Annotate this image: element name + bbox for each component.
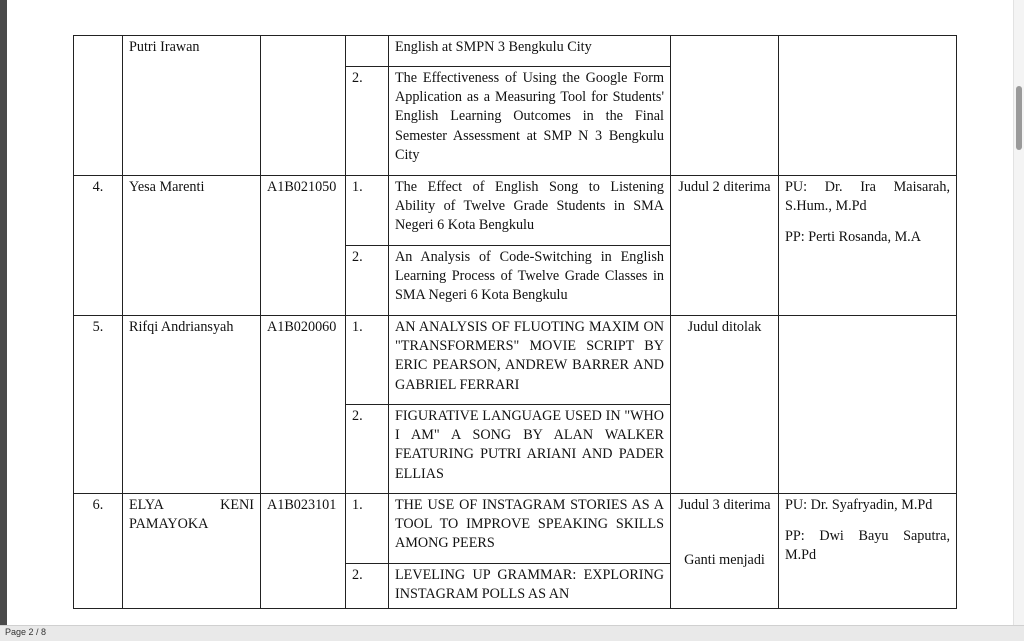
thesis-title-table	[73, 35, 957, 609]
row-number: 6.	[74, 494, 123, 609]
row-number	[74, 36, 123, 176]
thesis-title: The Effect of English Song to Listening Ability of Twelve Grade Students in SMA Negeri 6 Kota Bengkulu	[389, 176, 671, 246]
table-row	[74, 316, 957, 405]
primary-supervisor: PU: Dr. Syafryadin, M.Pd	[785, 497, 933, 513]
title-number: 1.	[346, 316, 389, 405]
title-number: 2.	[346, 405, 389, 494]
student-nim: A1B020060	[261, 316, 346, 494]
row-number: 4.	[74, 176, 123, 316]
viewer-status-bar	[0, 625, 1024, 641]
row-number: 5.	[74, 316, 123, 494]
supervisor-cell	[779, 494, 957, 609]
table-row	[74, 494, 957, 564]
window-left-edge	[0, 0, 7, 625]
student-name: Rifqi Andriansyah	[123, 316, 261, 494]
status-cell: Judul ditolak	[671, 316, 779, 494]
student-name: Putri Irawan	[123, 36, 261, 176]
thesis-title: English at SMPN 3 Bengkulu City	[389, 36, 671, 67]
title-number: 2.	[346, 67, 389, 176]
supervisor-cell	[779, 36, 957, 176]
status-cell	[671, 36, 779, 176]
title-number: 1.	[346, 494, 389, 564]
status-cell: Judul 2 diterima	[671, 176, 779, 316]
title-number: 2.	[346, 564, 389, 609]
thesis-title: An Analysis of Code-Switching in English Learning Process of Twelve Grade Classes in SMA Negeri 6 Kota Bengkulu	[389, 246, 671, 316]
student-nim: A1B023101	[261, 494, 346, 609]
document-page	[7, 0, 1014, 625]
supervisor-cell	[779, 316, 957, 494]
vertical-scrollbar[interactable]	[1013, 0, 1024, 625]
table-row	[74, 36, 957, 67]
student-name: Yesa Marenti	[123, 176, 261, 316]
student-name	[123, 494, 261, 609]
status-change-text: Ganti menjadi	[684, 552, 765, 569]
student-nim: A1B021050	[261, 176, 346, 316]
secondary-supervisor: PP: Dwi Bayu Saputra, M.Pd	[785, 528, 950, 564]
supervisor-cell	[779, 176, 957, 316]
thesis-title: THE USE OF INSTAGRAM STORIES AS A TOOL TO IMPROVE SPEAKING SKILLS AMONG PEERS	[389, 494, 671, 564]
secondary-supervisor: PP: Perti Rosanda, M.A	[785, 229, 921, 246]
title-number: 1.	[346, 176, 389, 246]
thesis-title: LEVELING UP GRAMMAR: EXPLORING INSTAGRAM POLLS AS AN	[389, 564, 671, 609]
page-indicator: Page 2 / 8	[5, 627, 47, 637]
student-nim	[261, 36, 346, 176]
student-name-text: ELYA KENI PAMAYOKA	[129, 497, 254, 533]
status-text: Judul 3 diterima	[678, 497, 771, 513]
status-cell	[671, 494, 779, 609]
primary-supervisor: PU: Dr. Ira Maisarah, S.Hum., M.Pd	[785, 179, 950, 215]
thesis-title: The Effectiveness of Using the Google Form Application as a Measuring Tool for Students' English Learning Outcomes in the Final Semester Assessment at SMP N 3 Bengkulu City	[389, 67, 671, 176]
title-number	[346, 36, 389, 67]
scrollbar-thumb[interactable]	[1016, 86, 1022, 150]
thesis-title: FIGURATIVE LANGUAGE USED IN "WHO I AM" A SONG BY ALAN WALKER FEATURING PUTRI ARIANI AND PADER ELLIAS	[389, 405, 671, 494]
title-number: 2.	[346, 246, 389, 316]
thesis-title: AN ANALYSIS OF FLUOTING MAXIM ON "TRANSFORMERS" MOVIE SCRIPT BY ERIC PEARSON, ANDREW BARRER AND GABRIEL FERRARI	[389, 316, 671, 405]
table-row	[74, 176, 957, 246]
